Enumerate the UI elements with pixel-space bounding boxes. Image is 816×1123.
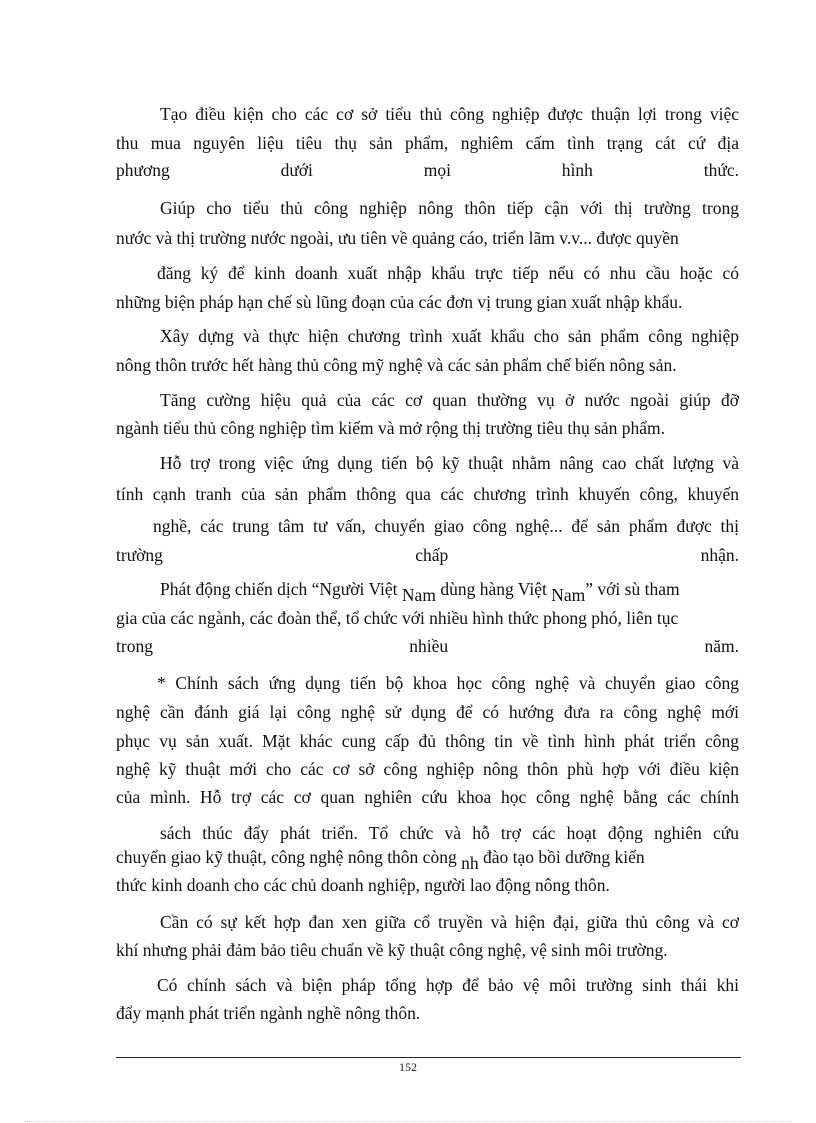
footer-divider <box>116 1057 741 1058</box>
text-segment: Phát động chiến dịch “Người Việt <box>160 579 402 599</box>
text-line: phục vụ sản xuất. Mặt khác cung cấp đủ thông tin về tình hình phát triển công <box>116 731 739 751</box>
text-line: đẩy mạnh phát triển ngành nghề nông thôn. <box>116 1003 421 1023</box>
text-line: thu mua nguyên liệu tiêu thụ sản phẩm, nghiêm cấm tình trạng cát cứ địa <box>116 133 739 153</box>
text-line: Xây dựng và thực hiện chương trình xuất khẩu cho sản phẩm công nghiệp <box>160 326 739 346</box>
text-segment: đào tạo bồi dưỡng kiến <box>478 847 645 867</box>
text-line: nghệ kỹ thuật mới cho các cơ sở công nghiệp nông thôn phù hợp với điều kiện <box>116 759 739 779</box>
text-segment: Nam <box>551 585 586 605</box>
text-line: trường chấp nhận. <box>116 545 739 565</box>
page-boundary <box>24 1121 792 1122</box>
text-segment: chuyển giao kỹ thuật, công nghệ nông thôn còng <box>116 847 462 867</box>
text-segment: dùng hàng Việt <box>435 579 552 599</box>
text-line: Giúp cho tiểu thủ công nghiệp nông thôn tiếp cận với thị trường trong <box>160 198 739 218</box>
text-line: nghệ cần đánh giá lại công nghệ sử dụng để có hướng đưa ra công nghệ mới <box>116 702 739 722</box>
text-line: những biện pháp hạn chế sù lũng đoạn của các đơn vị trung gian xuất nhập khẩu. <box>116 292 683 312</box>
page-number: 152 <box>399 1060 417 1074</box>
text-line: Có chính sách và biện pháp tổng hợp để bảo vệ môi trường sinh thái khi <box>157 975 739 995</box>
text-line: gia của các ngành, các đoàn thể, tổ chức với nhiều hình thức phong phó, liên tục <box>116 608 679 628</box>
text-line: thức kinh doanh cho các chủ doanh nghiệp, người lao động nông thôn. <box>116 875 610 895</box>
text-line: * Chính sách ứng dụng tiến bộ khoa học công nghệ và chuyển giao công <box>157 673 739 693</box>
text-line: nước và thị trường nước ngoài, ưu tiên về quảng cáo, triển lãm v.v... được quyền <box>116 228 679 248</box>
text-line: Tạo điều kiện cho các cơ sở tiểu thủ công nghiệp được thuận lợi trong việc <box>160 104 739 124</box>
text-line: của mình. Hỗ trợ các cơ quan nghiên cứu khoa học công nghệ bằng các chính <box>116 787 739 807</box>
text-line: nông thôn trước hết hàng thủ công mỹ nghệ và các sản phẩm chế biến nông sản. <box>116 355 677 375</box>
text-line: sách thúc đẩy phát triển. Tổ chức và hỗ trợ các hoạt động nghiên cứu <box>160 823 739 843</box>
text-line <box>160 578 739 605</box>
text-segment: ” với sù tham <box>585 579 680 599</box>
text-line: phương dưới mọi hình thức. <box>116 160 739 180</box>
text-line <box>116 846 739 873</box>
text-line: ngành tiểu thủ công nghiệp tìm kiếm và mở rộng thị trường tiêu thụ sản phẩm. <box>116 418 666 438</box>
text-line: trong nhiều năm. <box>116 636 739 656</box>
text-line: nghề, các trung tâm tư vấn, chuyển giao công nghệ... để sản phẩm được thị <box>153 516 739 536</box>
text-segment: Nam <box>401 585 436 605</box>
text-segment: nh <box>461 853 479 873</box>
text-line: Cần có sự kết hợp đan xen giữa cổ truyền và hiện đại, giữa thủ công và cơ <box>160 912 739 932</box>
text-line: khí nhưng phải đảm bảo tiêu chuẩn về kỹ thuật công nghệ, vệ sinh môi trường. <box>116 940 668 960</box>
text-line: Tăng cường hiệu quả của các cơ quan thường vụ ở nước ngoài giúp đỡ <box>160 390 739 410</box>
text-line: đăng ký để kinh doanh xuất nhập khẩu trực tiếp nếu có nhu cầu hoặc có <box>157 263 739 283</box>
text-line: Hỗ trợ trong việc ứng dụng tiến bộ kỹ thuật nhằm nâng cao chất lượng và <box>160 453 739 473</box>
text-line: tính cạnh tranh của sản phẩm thông qua các chương trình khuyến công, khuyến <box>116 484 739 504</box>
